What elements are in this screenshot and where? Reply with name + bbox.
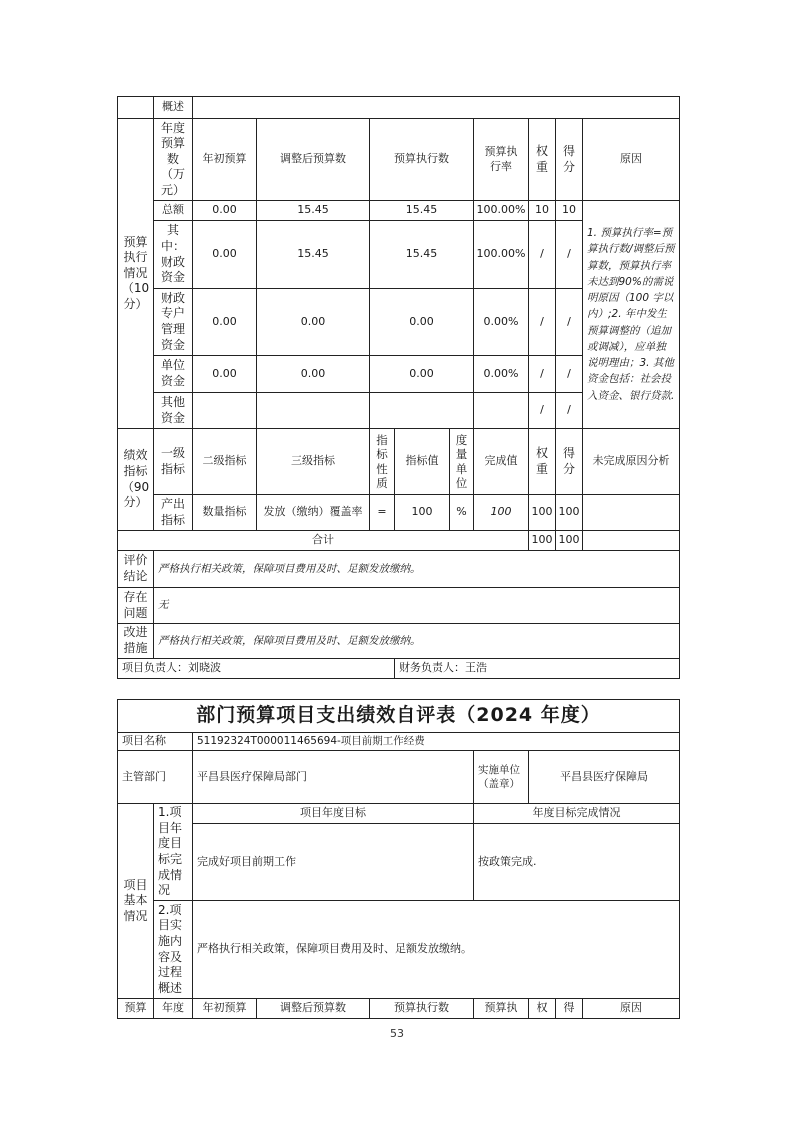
cell-initial <box>192 392 257 429</box>
row-label-total: 总额 <box>153 200 193 221</box>
perf-header-level3: 三级指标 <box>256 428 370 495</box>
cell-initial: 0.00 <box>192 355 257 393</box>
cell-weight: / <box>528 355 556 393</box>
perf-header-weight: 权重 <box>528 428 556 495</box>
total-analysis <box>582 530 680 551</box>
perf-header-level2: 二级指标 <box>192 428 257 495</box>
form-title: 部门预算项目支出绩效自评表（2024 年度） <box>117 699 680 733</box>
cell-adjusted: 15.45 <box>256 200 370 221</box>
cell-initial: 0.00 <box>192 220 257 289</box>
perf-level2: 数量指标 <box>192 494 257 531</box>
last-executed: 预算执行数 <box>369 998 474 1019</box>
perf-section-label: 绩效指标（90分） <box>117 428 154 531</box>
empty-cell <box>117 96 154 119</box>
last-score: 得 <box>555 998 583 1019</box>
last-year: 年度 <box>153 998 193 1019</box>
year-budget-label: 年度预算数（万元） <box>153 118 193 201</box>
perf-level3: 发放（缴纳）覆盖率 <box>256 494 370 531</box>
perf-header-value: 指标值 <box>394 428 450 495</box>
row-label-fiscal: 其中：财政资金 <box>153 220 193 289</box>
issues-label: 存在问题 <box>117 587 154 624</box>
last-adjusted: 调整后预算数 <box>256 998 370 1019</box>
cell-weight: / <box>528 220 556 289</box>
row-label-unit: 单位资金 <box>153 355 193 393</box>
cell-adjusted: 15.45 <box>256 220 370 289</box>
last-budget: 预算 <box>117 998 154 1019</box>
conclusion-text: 严格执行相关政策，保障项目费用及时、足额发放缴纳。 <box>153 550 680 588</box>
perf-header-score: 得分 <box>555 428 583 495</box>
cell-weight: / <box>528 288 556 356</box>
cell-adjusted: 0.00 <box>256 355 370 393</box>
header-adjusted: 调整后预算数 <box>256 118 370 201</box>
goal-label: 1.项目年度目标完成情况 <box>153 803 193 901</box>
cell-adjusted <box>256 392 370 429</box>
impl-unit-value: 平昌县医疗保障局 <box>528 750 680 804</box>
goal-text: 完成好项目前期工作 <box>192 823 474 901</box>
goal-status-header: 年度目标完成情况 <box>473 803 680 824</box>
content-label: 2.项目实施内容及过程概述 <box>153 900 193 999</box>
perf-completed: 100 <box>473 494 529 531</box>
last-initial: 年初预算 <box>192 998 257 1019</box>
cell-score: / <box>555 355 583 393</box>
perf-value: 100 <box>394 494 450 531</box>
header-weight: 权重 <box>528 118 556 201</box>
perf-header-unit: 度量单位 <box>449 428 474 495</box>
overview-value <box>192 96 680 119</box>
last-weight: 权 <box>528 998 556 1019</box>
row-label-other: 其他资金 <box>153 392 193 429</box>
issues-text: 无 <box>153 587 680 624</box>
perf-score: 100 <box>555 494 583 531</box>
goal-status: 按政策完成. <box>473 823 680 901</box>
cell-rate: 0.00% <box>473 355 529 393</box>
cell-score: / <box>555 392 583 429</box>
improvement-label: 改进措施 <box>117 623 154 659</box>
perf-header-nature: 指标性质 <box>369 428 395 495</box>
last-rate: 预算执 <box>473 998 529 1019</box>
cell-weight: 10 <box>528 200 556 221</box>
cell-score: 10 <box>555 200 583 221</box>
project-name-label: 项目名称 <box>117 732 193 751</box>
conclusion-label: 评价结论 <box>117 550 154 588</box>
perf-weight: 100 <box>528 494 556 531</box>
reason-note: 1. 预算执行率=预算执行数/调整后预算数，预算执行率未达到90%的需说明原因（100 字以内）;2. 年中发生预算调整的（追加或调减），应单独说明理由；3. 其他资金包括：社会投入资金、银行贷款. <box>582 200 680 429</box>
cell-score: / <box>555 220 583 289</box>
budget-section-label: 预算执行情况（10分） <box>117 118 154 429</box>
basic-label: 项目基本情况 <box>117 803 154 999</box>
cell-initial: 0.00 <box>192 200 257 221</box>
total-weight: 100 <box>528 530 556 551</box>
cell-executed: 0.00 <box>369 288 474 356</box>
perf-analysis <box>582 494 680 531</box>
cell-executed: 0.00 <box>369 355 474 393</box>
cell-executed <box>369 392 474 429</box>
perf-header-analysis: 未完成原因分析 <box>582 428 680 495</box>
header-executed: 预算执行数 <box>369 118 474 201</box>
content-text: 严格执行相关政策，保障项目费用及时、足额发放缴纳。 <box>192 900 680 999</box>
cell-rate <box>473 392 529 429</box>
cell-score: / <box>555 288 583 356</box>
overview-label: 概述 <box>153 96 193 119</box>
cell-rate: 0.00% <box>473 288 529 356</box>
last-reason: 原因 <box>582 998 680 1019</box>
improvement-text: 严格执行相关政策，保障项目费用及时、足额发放缴纳。 <box>153 623 680 659</box>
finance-lead: 财务负责人：王浩 <box>394 658 680 679</box>
perf-nature: = <box>369 494 395 531</box>
row-label-special: 财政专户管理资金 <box>153 288 193 356</box>
page-number: 53 <box>390 1027 404 1040</box>
cell-rate: 100.00% <box>473 200 529 221</box>
impl-unit-label: 实施单位（盖章） <box>473 750 529 804</box>
header-score: 得分 <box>555 118 583 201</box>
project-lead: 项目负责人：刘晓波 <box>117 658 395 679</box>
perf-level1: 产出指标 <box>153 494 193 531</box>
cell-initial: 0.00 <box>192 288 257 356</box>
cell-rate: 100.00% <box>473 220 529 289</box>
cell-executed: 15.45 <box>369 220 474 289</box>
header-reason: 原因 <box>582 118 680 201</box>
dept-label: 主管部门 <box>117 750 193 804</box>
project-name-value: 51192324T000011465694-项目前期工作经费 <box>192 732 680 751</box>
cell-adjusted: 0.00 <box>256 288 370 356</box>
perf-header-level1: 一级指标 <box>153 428 193 495</box>
total-score: 100 <box>555 530 583 551</box>
perf-unit: % <box>449 494 474 531</box>
total-label: 合计 <box>117 530 529 551</box>
header-rate: 预算执行率 <box>473 118 529 201</box>
header-initial: 年初预算 <box>192 118 257 201</box>
perf-header-completed: 完成值 <box>473 428 529 495</box>
goal-header: 项目年度目标 <box>192 803 474 824</box>
cell-weight: / <box>528 392 556 429</box>
dept-value: 平昌县医疗保障局部门 <box>192 750 474 804</box>
cell-executed: 15.45 <box>369 200 474 221</box>
